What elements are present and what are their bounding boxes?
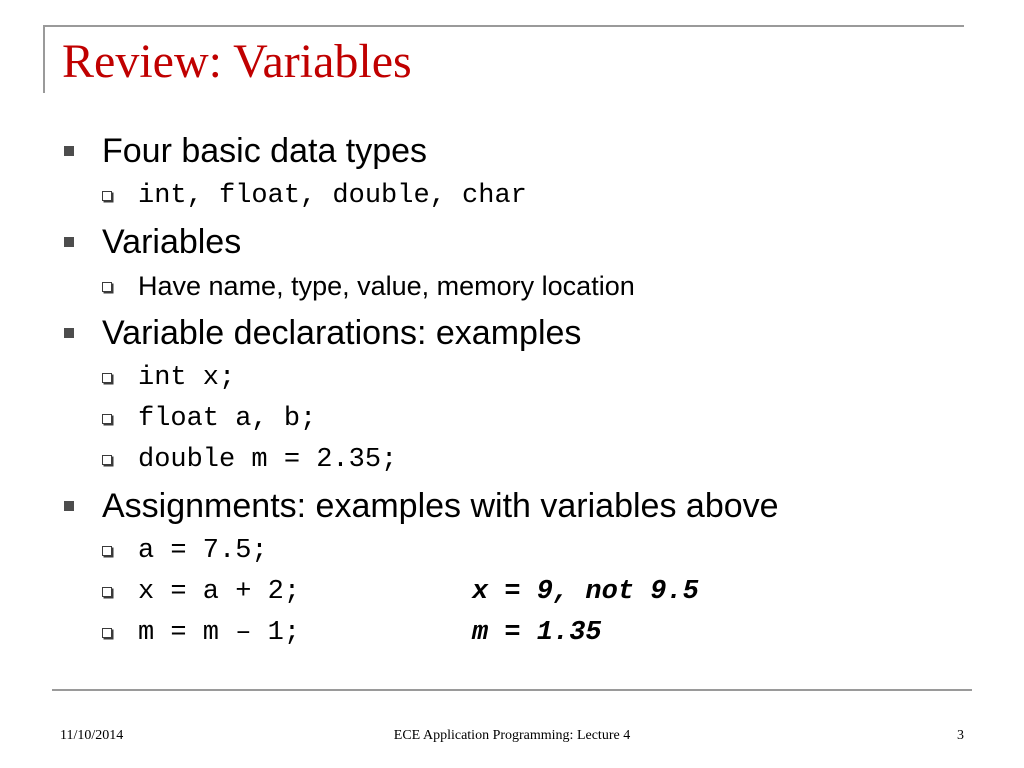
footer-course-title: ECE Application Programming: Lecture 4 xyxy=(393,728,631,743)
square-bullet-icon xyxy=(64,237,74,247)
bullet-text: Variables xyxy=(102,222,242,261)
hollow-square-bullet-icon xyxy=(102,628,112,638)
hollow-square-bullet-icon xyxy=(102,373,112,383)
hollow-square-bullet-icon xyxy=(102,282,112,292)
subbullet-type-list xyxy=(60,175,980,216)
square-bullet-icon xyxy=(64,146,74,156)
hollow-square-bullet-icon xyxy=(102,414,112,424)
subbullet-declaration-int xyxy=(60,357,980,398)
slide-title: Review: Variables xyxy=(62,35,412,88)
slide-body xyxy=(60,125,980,653)
code-text: a = 7.5; xyxy=(138,535,268,566)
slide-number: 3 xyxy=(957,728,964,743)
subbullet-declaration-float xyxy=(60,398,980,439)
bullet-declarations xyxy=(60,309,980,357)
code-text: int x; xyxy=(138,362,236,393)
subbullet-text: Have name, type, value, memory location xyxy=(138,271,635,301)
hollow-square-bullet-icon xyxy=(102,546,112,556)
result-note: x = 9, not 9.5 xyxy=(472,576,699,607)
bullet-data-types xyxy=(60,127,980,175)
hollow-square-bullet-icon xyxy=(102,191,112,201)
code-text: double m = 2.35; xyxy=(138,444,398,475)
hollow-square-bullet-icon xyxy=(102,587,112,597)
result-note: m = 1.35 xyxy=(472,617,602,648)
footer-date: 11/10/2014 xyxy=(60,728,124,743)
subbullet-assignment-x xyxy=(60,571,980,612)
subbullet-declaration-double xyxy=(60,439,980,480)
subbullet-assignment-m xyxy=(60,612,980,653)
bullet-text: Four basic data types xyxy=(102,131,428,170)
code-text: x = a + 2; xyxy=(138,576,301,607)
bullet-assignments xyxy=(60,482,980,530)
bullet-variables xyxy=(60,218,980,266)
subbullet-variable-properties xyxy=(60,266,980,307)
bullet-text: Variable declarations: examples xyxy=(102,313,582,352)
hollow-square-bullet-icon xyxy=(102,455,112,465)
code-text: m = m – 1; xyxy=(138,617,301,648)
footer-divider xyxy=(52,689,972,691)
square-bullet-icon xyxy=(64,328,74,338)
title-frame-top-rule xyxy=(43,25,964,27)
title-frame-left-rule xyxy=(43,25,45,93)
code-text: float a, b; xyxy=(138,403,317,434)
bullet-text: Assignments: examples with variables above xyxy=(102,486,779,525)
subbullet-assignment-a xyxy=(60,530,980,571)
square-bullet-icon xyxy=(64,501,74,511)
code-text: int, float, double, char xyxy=(138,180,527,211)
